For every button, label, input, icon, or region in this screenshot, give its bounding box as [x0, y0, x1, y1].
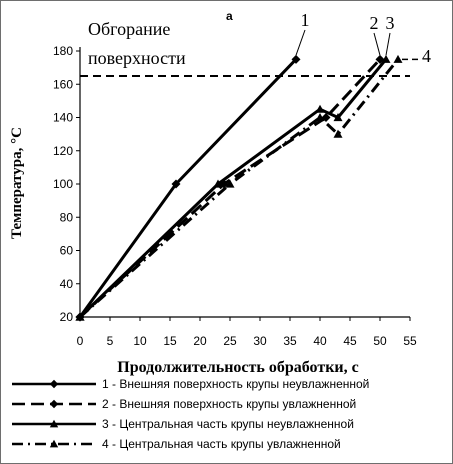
series-3-point: [316, 105, 325, 113]
x-axis-label: Продолжительность обработки, с: [117, 359, 359, 376]
series-label: 2: [369, 13, 379, 33]
legend-label: 1 - Внешняя поверхность крупы неувлажненной: [102, 377, 370, 391]
y-tick-label: 100: [52, 177, 73, 191]
y-tick-label: 40: [59, 276, 73, 291]
x-tick-label: 45: [343, 334, 357, 348]
x-tick-label: 15: [163, 334, 177, 348]
x-tick-label: 55: [403, 334, 417, 348]
series-2-line: [80, 59, 380, 317]
series-label: 1: [300, 10, 310, 30]
series-3-line: [80, 59, 386, 317]
y-tick-label: 80: [59, 210, 73, 225]
x-tick-labels: [77, 317, 417, 348]
y-tick-label: 180: [52, 44, 73, 58]
y-tick-label: 140: [52, 110, 73, 125]
series-4-point: [394, 55, 403, 63]
annotation-line-1: Обгорание: [88, 19, 171, 39]
axes: [80, 47, 410, 317]
series-1-line: [80, 59, 296, 317]
x-tick-label: 30: [253, 334, 267, 348]
x-tick-label: 35: [283, 334, 297, 348]
legend-marker: [50, 380, 58, 388]
y-tick-label: 160: [52, 77, 73, 92]
y-tick-label: 60: [59, 243, 73, 258]
annotation-line-2: поверхности: [88, 48, 186, 68]
legend-label: 4 - Центральная часть крупы увлажненной: [102, 437, 341, 451]
x-tick-label: 5: [106, 334, 114, 348]
legend-label: 3 - Центральная часть крупы неувлажненной: [102, 417, 354, 431]
series-label-leader: [374, 33, 380, 55]
legend: [12, 377, 369, 451]
x-tick-label: 25: [223, 334, 237, 348]
series-label-leader: [386, 33, 390, 55]
x-tick-label: 0: [76, 334, 84, 348]
y-tick-label: 20: [59, 310, 73, 324]
y-tick-label: 120: [52, 143, 73, 158]
series-4: [76, 55, 403, 321]
x-tick-label: 50: [373, 334, 387, 348]
x-tick-label: 40: [313, 334, 327, 348]
series-label-leader: [296, 30, 305, 55]
y-axis-label: Температура, °С: [9, 127, 25, 239]
x-tick-label: 10: [133, 334, 147, 348]
y-tick-labels: [53, 44, 80, 324]
panel-label: а: [226, 9, 233, 23]
legend-marker: [50, 400, 58, 408]
series-1: [76, 55, 301, 322]
series-label: 4: [422, 46, 431, 66]
x-tick-label: 20: [193, 334, 207, 348]
series-label: 3: [385, 13, 395, 33]
plot-area: [76, 55, 411, 322]
series-4-line: [80, 59, 398, 317]
legend-label: 2 - Внешняя поверхность крупы увлажненной: [102, 397, 357, 411]
series-labels: [296, 10, 431, 66]
